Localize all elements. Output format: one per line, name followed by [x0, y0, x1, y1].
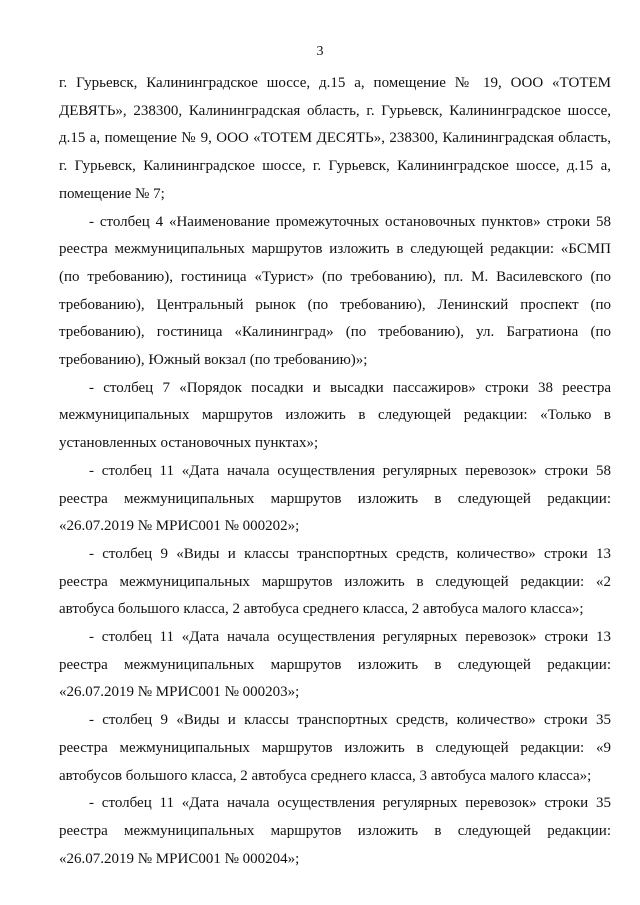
paragraph-amendment-column-9-row-13: - столбец 9 «Виды и классы транспортных средств, количество» строки 13 реестра межмуниципальных маршрутов изложить в следующей редакции: «2 автобуса большого класса, 2 автобуса среднего класса, 2 автобуса малого класса»; — [59, 545, 611, 618]
paragraph-amendment-column-11-row-13: - столбец 11 «Дата начала осуществления регулярных перевозок» строки 13 реестра межмуниципальных маршрутов изложить в следующей редакции: «26.07.2019 № МРИС001 № 000203»; — [59, 629, 611, 701]
paragraph-amendment-column-11-row-35: - столбец 11 «Дата начала осуществления регулярных перевозок» строки 35 реестра межмуниципальных маршрутов изложить в следующей редакции: «26.07.2019 № МРИС001 № 000204»; — [59, 795, 611, 867]
document-body — [59, 70, 611, 873]
paragraph-amendment-column-4-row-58: - столбец 4 «Наименование промежуточных остановочных пунктов» строки 58 реестра межмуниципальных маршрутов изложить в следующей редакции: «БСМП (по требованию), гостиница «Турист» (по требованию), пл. М. Василевского (по требованию), Центральный рынок (по требованию), Ленинский проспект (по требованию), гостиница «Калининград» (по требованию), ул. Багратиона (по требованию), Южный вокзал (по требованию)»; — [59, 213, 611, 369]
paragraph-amendment-column-7-row-38: - столбец 7 «Порядок посадки и высадки пассажиров» строки 38 реестра межмуниципальных маршрутов изложить в следующей редакции: «Только в установленных остановочных пунктах»; — [59, 379, 611, 452]
page-number: 3 — [316, 44, 324, 59]
paragraph-address-continuation: г. Гурьевск, Калининградское шоссе, д.15 а, помещение № 19, ООО «ТОТЕМ ДЕВЯТЬ», 238300, Калининградская область, г. Гурьевск, Калининградское шоссе, д.15 а, помещение № 9, ООО «ТОТЕМ ДЕСЯТЬ», 238300, Калининградская область, г. Гурьевск, Калининградское шоссе, г. Гурьевск, Калининградское шоссе, д.15 а, помещение № 7; — [59, 75, 611, 202]
paragraph-amendment-column-9-row-35: - столбец 9 «Виды и классы транспортных средств, количество» строки 35 реестра межмуниципальных маршрутов изложить в следующей редакции: «9 автобусов большого класса, 2 автобуса среднего класса, 3 автобуса малого класса»; — [59, 712, 611, 784]
paragraph-amendment-column-11-row-58: - столбец 11 «Дата начала осуществления регулярных перевозок» строки 58 реестра межмуниципальных маршрутов изложить в следующей редакции: «26.07.2019 № МРИС001 № 000202»; — [59, 462, 611, 535]
